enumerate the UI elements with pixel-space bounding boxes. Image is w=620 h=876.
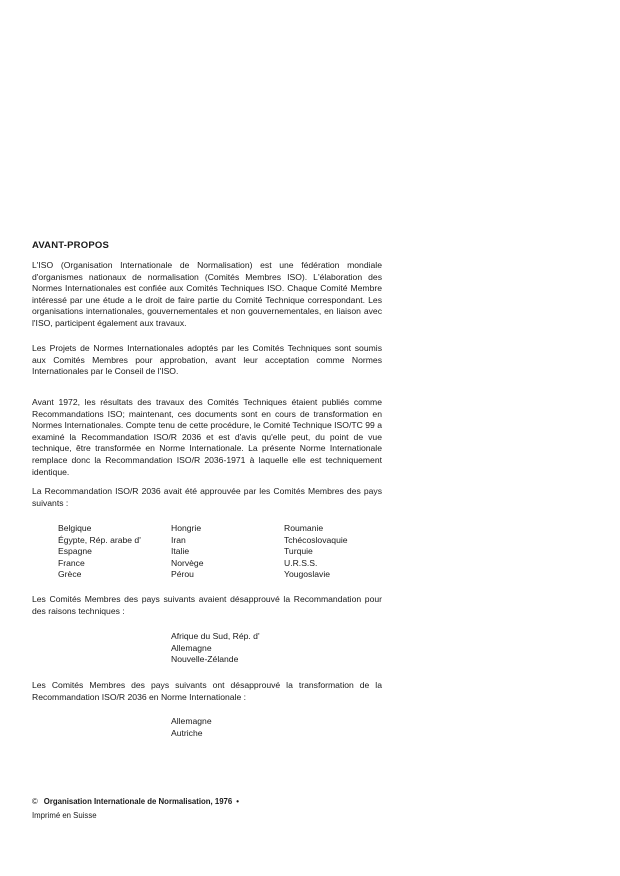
country-column (58, 523, 141, 581)
country-item: Belgique (58, 523, 92, 533)
disapproving-recommendation-list (171, 631, 260, 666)
country-item: Roumanie (284, 523, 324, 533)
country-item: Égypte, Rép. arabe d' (58, 534, 141, 545)
country-item: Italie (171, 546, 190, 557)
country-item: U.R.S.S. (284, 557, 318, 568)
country-item: Afrique du Sud, Rép. d' (171, 631, 260, 641)
country-item: Espagne (58, 546, 92, 557)
country-column (284, 523, 348, 581)
paragraph-before-1972: Avant 1972, les résultats des travaux des Comités Techniques étaient publiés comme Recommandations ISO; maintenant, ces documents sont en cours de transformation en Normes Internationales. Compte tenu de cette procédure, le Comité Technique ISO/TC 99 a examiné la Recommandation ISO/R 2036 et est d'avis qu'elle peut, du point de vue technique, être transformée en Norme Internationale. La présente Norme Internationale remplace donc la Recommandation ISO/R 2036-1971 à laquelle elle est techniquement identique. (32, 397, 382, 477)
paragraph-disapproval-transformation: Les Comités Membres des pays suivants ont désapprouvé la transformation de la Recommandation ISO/R 2036 en Norme Internationale : (32, 680, 382, 702)
paragraph-disapproval-recommendation: Les Comités Membres des pays suivants avaient désapprouvé la Recommandation pour des raisons techniques : (32, 594, 382, 616)
bullet-icon: • (236, 797, 239, 806)
country-item: Hongrie (171, 523, 202, 533)
country-item: Grèce (58, 569, 82, 580)
country-item: Turquie (284, 546, 313, 557)
copyright-icon: © (32, 797, 38, 806)
country-item: Pérou (171, 569, 194, 580)
country-item: Yougoslavie (284, 569, 331, 580)
paragraph-draft-standards: Les Projets de Normes Internationales adoptés par les Comités Techniques sont soumis aux Comités Membres pour approbation, avant leur acceptation comme Normes Internationales par le Conseil de l'ISO. (32, 343, 382, 377)
copyright-text: Organisation Internationale de Normalisation, 1976 (43, 797, 233, 806)
country-item: Allemagne (171, 716, 212, 726)
country-item: Iran (171, 534, 186, 545)
country-item: Nouvelle-Zélande (171, 654, 239, 665)
country-column (171, 523, 203, 581)
foreword-heading: AVANT-PROPOS (32, 240, 109, 251)
country-item: Norvège (171, 557, 204, 568)
country-item: Allemagne (171, 642, 212, 653)
disapproving-transformation-list (171, 716, 212, 739)
printed-in-text: Imprimé en Suisse (32, 811, 97, 820)
country-item: Autriche (171, 727, 203, 738)
paragraph-approval: La Recommandation ISO/R 2036 avait été approuvée par les Comités Membres des pays suivants : (32, 486, 382, 508)
country-item: France (58, 557, 85, 568)
country-item: Tchécoslovaquie (284, 534, 348, 545)
copyright-line (32, 797, 239, 806)
paragraph-iso-intro: L'ISO (Organisation Internationale de Normalisation) est une fédération mondiale d'organismes nationaux de normalisation (Comités Membres ISO). L'élaboration des Normes Internationales est confiée aux Comités Techniques ISO. Chaque Comité Membre intéressé par une étude a le droit de faire partie du Comité Technique correspondant. Les organisations internationales, gouvernementales et non gouvernementales, en liaison avec l'ISO, participent également aux travaux. (32, 260, 382, 328)
